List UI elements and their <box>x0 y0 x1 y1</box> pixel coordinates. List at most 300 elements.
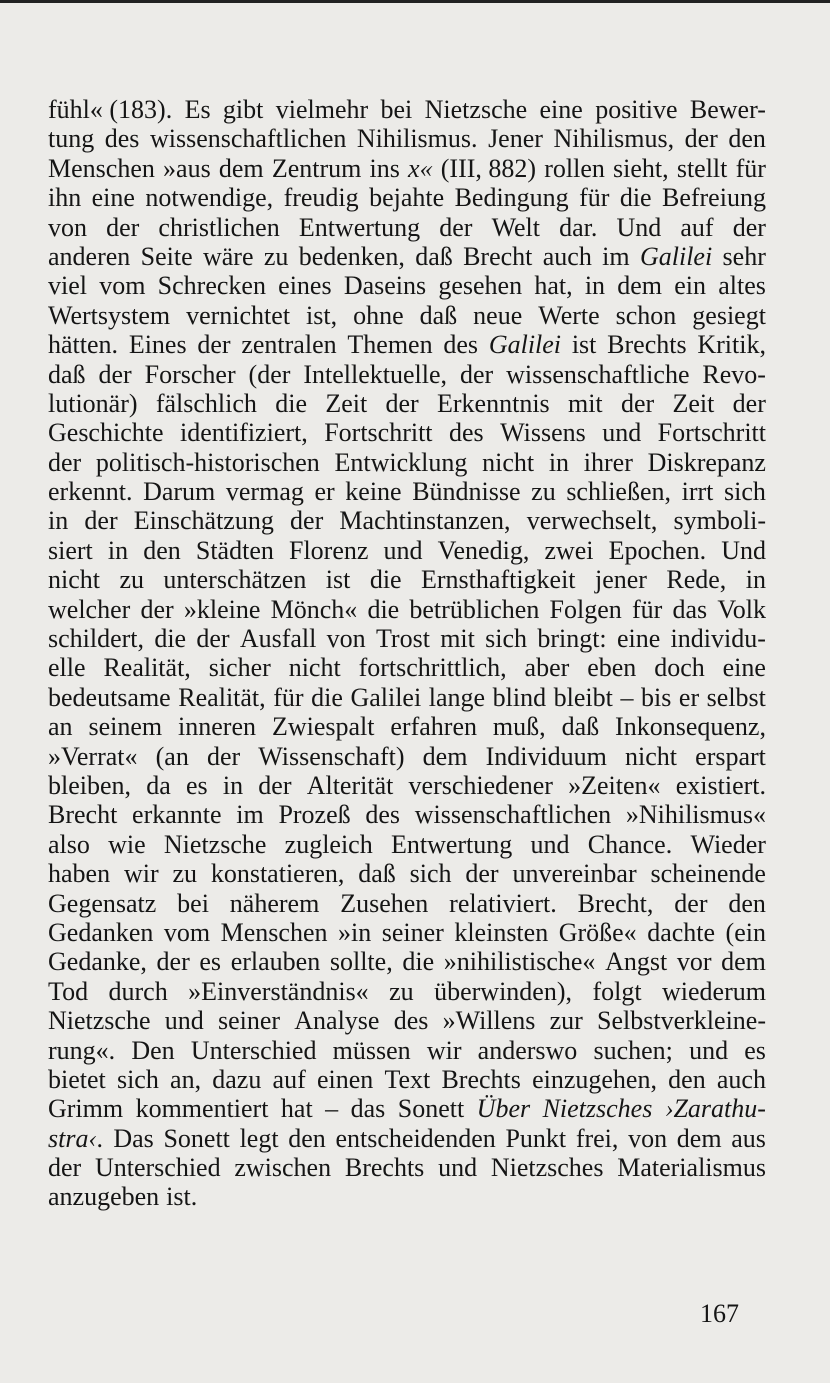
text-line <box>48 213 766 242</box>
word: altes <box>718 271 766 301</box>
word: zu <box>172 859 197 889</box>
word: die <box>402 947 435 977</box>
text-line <box>48 1036 766 1065</box>
word: Menschen <box>220 917 328 947</box>
word: Und <box>616 212 662 242</box>
word: des <box>443 330 479 360</box>
word: identifiziert, <box>179 418 308 448</box>
word: Brecht, <box>577 888 654 918</box>
word: den <box>728 124 766 154</box>
word: Schrecken <box>157 271 266 301</box>
word: vielmehr <box>275 95 369 124</box>
word: die <box>275 388 307 418</box>
word: daß <box>419 300 458 330</box>
italic-word: x« <box>408 153 433 183</box>
word: der <box>732 388 766 418</box>
word: der <box>140 594 174 624</box>
word: auf <box>680 212 714 242</box>
word: Entwertung <box>390 829 513 859</box>
word: das <box>350 1094 386 1124</box>
word: Zwiespalt <box>271 712 375 742</box>
word: (an <box>155 741 189 771</box>
word: wir <box>123 859 159 889</box>
text-line <box>48 712 766 741</box>
text-line <box>48 742 766 771</box>
word: – <box>620 682 634 712</box>
text-line <box>48 595 766 624</box>
word: der <box>84 506 118 536</box>
text-line <box>48 918 766 947</box>
text-line <box>48 800 766 829</box>
word: des <box>449 418 484 448</box>
text-line <box>48 242 766 271</box>
word: der <box>684 124 718 154</box>
word: »Einverständnis« <box>188 976 369 1006</box>
text-line <box>48 889 766 918</box>
word: zur <box>549 1006 583 1036</box>
word: Sonett <box>163 1123 230 1153</box>
word: haben <box>48 859 111 889</box>
word: ist, <box>306 300 338 330</box>
word: zu <box>119 565 144 595</box>
word: notwendige, <box>145 183 274 213</box>
word: vor <box>676 947 712 977</box>
word: eine <box>91 183 135 213</box>
word: wissenschaftlichen <box>149 124 347 154</box>
word: den <box>728 888 766 918</box>
word: Darum <box>143 477 216 507</box>
word: siert <box>48 535 93 565</box>
word: er <box>678 682 700 712</box>
word: und <box>383 535 423 565</box>
word: bietet <box>48 1064 106 1094</box>
word: von <box>326 624 366 654</box>
word: tung <box>48 124 95 154</box>
text-line <box>48 506 766 535</box>
word: in <box>48 506 69 536</box>
word: Nietzsche <box>424 95 528 124</box>
word: der <box>290 506 324 536</box>
word: der <box>206 741 241 771</box>
italic-word: Galilei <box>639 241 713 271</box>
word: gesehen <box>438 271 523 301</box>
word: Werte <box>538 300 600 330</box>
word: Wertsystem <box>48 300 171 330</box>
word: anzugeben <box>48 1182 160 1212</box>
word: der <box>674 888 708 918</box>
word: daß <box>48 359 86 389</box>
word: konstatieren, <box>210 859 345 889</box>
word: Diskrepanz <box>647 447 766 477</box>
word: Eines <box>128 330 187 360</box>
word: schließen, <box>566 477 671 507</box>
word: neue <box>473 300 523 330</box>
text-line <box>48 977 766 1006</box>
text-line <box>48 271 766 300</box>
word: die <box>311 682 343 712</box>
word: in <box>548 447 570 477</box>
word: die <box>619 183 652 213</box>
word: und <box>689 1035 729 1065</box>
word: Städten <box>195 535 274 565</box>
word: für <box>579 183 610 213</box>
word: die <box>367 594 400 624</box>
word: Wissens <box>500 418 586 448</box>
text-line <box>48 360 766 389</box>
word: folgt <box>592 976 642 1006</box>
word: keine <box>345 477 402 507</box>
word: aber <box>524 653 570 683</box>
word: bis <box>641 682 672 712</box>
word: ist <box>571 330 597 360</box>
word: ihn <box>48 183 82 213</box>
text-line <box>48 1065 766 1094</box>
word: sich <box>409 859 452 889</box>
word: der <box>196 624 230 654</box>
italic-word: Galilei <box>488 330 562 360</box>
word: selbst <box>706 682 766 712</box>
word: Bewer- <box>689 95 766 124</box>
word: – <box>325 1094 339 1124</box>
word: schildert, <box>48 624 145 654</box>
word: Kritik, <box>697 330 766 360</box>
word: »Verrat« <box>48 741 138 771</box>
word: inneren <box>178 712 257 742</box>
word: Brecht <box>463 241 533 271</box>
text-line <box>48 1006 766 1035</box>
word: fälschlich <box>155 388 257 418</box>
word: Nietzsche <box>163 829 267 859</box>
word: kleinsten <box>454 917 549 947</box>
text-line <box>48 418 766 447</box>
text-line <box>48 389 766 418</box>
word: Nihilismus, <box>553 124 675 154</box>
text-line <box>48 653 766 682</box>
word: und <box>438 1153 478 1183</box>
word: hat, <box>534 271 573 301</box>
word: stellt <box>676 153 728 183</box>
word: unvereinbar <box>512 859 637 889</box>
text-line <box>48 683 766 712</box>
word: Mönch« <box>270 594 358 624</box>
word: Und <box>721 535 766 565</box>
word: (der <box>248 359 291 389</box>
word: »in <box>338 917 372 947</box>
word: dem <box>422 741 468 771</box>
word: bedeutsame <box>48 682 171 712</box>
word: sehr <box>722 241 766 271</box>
word: Entwicklung <box>334 447 468 477</box>
word: sollte, <box>329 947 393 977</box>
word: daß <box>415 241 453 271</box>
word: der <box>156 947 190 977</box>
word: Florenz <box>288 535 369 565</box>
word: der <box>465 859 499 889</box>
word: rung«. <box>48 1035 116 1065</box>
word: Selbstverkleine- <box>597 1006 766 1036</box>
word: (III, 882) <box>440 153 537 183</box>
word: viel <box>48 271 87 301</box>
text-line <box>48 154 766 183</box>
word: seinem <box>88 712 163 742</box>
word: »kleine <box>183 594 261 624</box>
word: Nihilismus. <box>356 124 478 154</box>
word: vom <box>99 271 146 301</box>
word: »aus <box>163 153 211 183</box>
word: Brecht <box>48 800 118 830</box>
word: ein <box>674 271 707 301</box>
word: der <box>732 212 766 242</box>
word: dachte <box>647 917 716 947</box>
word: Venedig, <box>437 535 530 565</box>
word: vermag <box>225 477 304 507</box>
word: auch <box>542 241 592 271</box>
word: schon <box>615 300 677 330</box>
word: Angst <box>605 947 668 977</box>
body-text <box>48 95 766 1212</box>
word: dem <box>676 1123 722 1153</box>
word: Welt <box>491 212 541 242</box>
word: irrt <box>681 477 714 507</box>
word: muß, <box>492 712 546 742</box>
word: wir <box>426 1035 462 1065</box>
word: da <box>146 770 171 800</box>
word: zu <box>531 477 556 507</box>
text-line <box>48 448 766 477</box>
word: doch <box>654 653 705 683</box>
word: »Nihilismus« <box>625 800 766 830</box>
word: verwechselt, <box>526 506 658 536</box>
word: des <box>393 1006 429 1036</box>
text-line <box>48 124 766 153</box>
word: erkennt. <box>48 477 133 507</box>
word: zu <box>263 241 289 271</box>
word: der <box>620 388 655 418</box>
italic-word: ›Zarathu- <box>664 1094 766 1124</box>
word: der <box>48 1153 82 1183</box>
text-line <box>48 536 766 565</box>
word: nicht <box>48 565 100 595</box>
word: sich <box>485 624 528 654</box>
word: (ein <box>725 917 766 947</box>
word: für <box>273 682 304 712</box>
word: erfahren <box>390 712 477 742</box>
word: legt <box>239 1123 279 1153</box>
word: Materialismus <box>617 1153 766 1183</box>
word: Folgen <box>549 594 622 624</box>
word: Bündnisse <box>412 477 521 507</box>
word: eines <box>278 271 332 301</box>
word: sich <box>723 477 766 507</box>
word: wiederum <box>662 976 766 1006</box>
word: Das <box>113 1123 154 1153</box>
word: erspart <box>695 741 766 771</box>
word: Forscher <box>144 359 236 389</box>
word: Entwertung <box>298 212 421 242</box>
word: erkannte <box>132 800 222 830</box>
word: der <box>439 212 473 242</box>
word: betrüblichen <box>409 594 540 624</box>
word: eine <box>539 95 583 124</box>
word: und <box>164 1006 204 1036</box>
word: nicht <box>482 447 535 477</box>
word: blind <box>492 682 547 712</box>
word: an, <box>170 1064 202 1094</box>
word: wissenschaftlichen <box>414 800 612 830</box>
word: Nietzsches <box>490 1153 604 1183</box>
text-line <box>48 301 766 330</box>
word: für <box>631 594 663 624</box>
word: anderen <box>48 241 131 271</box>
word: einzugehen, <box>532 1064 657 1094</box>
text-line <box>48 95 766 124</box>
word: Erkenntnis <box>437 388 550 418</box>
text-line <box>48 859 766 888</box>
text-line <box>48 1094 766 1123</box>
word: Jener <box>488 124 543 154</box>
word: mit <box>440 624 475 654</box>
word: gesiegt <box>692 300 766 330</box>
word: welcher <box>48 594 131 624</box>
text-line <box>48 1182 766 1211</box>
word: Brechts <box>441 1064 521 1094</box>
word: Wissenschaft) <box>258 741 405 771</box>
word: Brechts <box>607 330 687 360</box>
word: es <box>744 1035 766 1065</box>
word: in <box>584 271 606 301</box>
word: in <box>745 565 766 595</box>
word: scheinende <box>650 859 766 889</box>
word: Geschichte <box>48 418 164 448</box>
word: in <box>222 770 244 800</box>
word: Befreiung <box>661 183 766 213</box>
word: Den <box>131 1035 175 1065</box>
word: »Willens <box>442 1006 536 1036</box>
word: es <box>185 770 208 800</box>
word: suchen; <box>593 1035 673 1065</box>
word: wissenschaftliche <box>506 359 690 389</box>
word: der <box>197 330 231 360</box>
word: zwei <box>544 535 594 565</box>
word: Ernsthaftigkeit <box>421 565 576 595</box>
word: Epochen. <box>608 535 707 565</box>
word: Seite <box>140 241 193 271</box>
word: freudig <box>283 183 359 213</box>
word: Gegensatz <box>48 888 157 918</box>
word: der <box>459 359 494 389</box>
word: die <box>369 565 402 595</box>
word: eine <box>616 624 661 654</box>
word: Fortschritt <box>657 418 766 448</box>
word: der <box>106 212 140 242</box>
word: Grimm <box>48 1094 124 1124</box>
word: hätten. <box>48 330 119 360</box>
word: bleiben, <box>48 770 132 800</box>
word: Analyse <box>294 1006 380 1036</box>
word: lutionär) <box>48 388 138 418</box>
word: nicht <box>288 653 341 683</box>
word: wie <box>108 829 146 859</box>
word: Bedingung <box>454 183 569 213</box>
word: zu <box>389 976 414 1006</box>
word: ist <box>325 565 351 595</box>
word: hat <box>280 1094 313 1124</box>
word: dem <box>617 271 663 301</box>
word: vom <box>163 917 211 947</box>
word: jener <box>594 565 647 595</box>
word: an <box>48 712 73 742</box>
word: dem <box>218 153 264 183</box>
word: fortschrittlich, <box>358 653 507 683</box>
word: Zusehen <box>340 888 429 918</box>
word: Trost <box>375 624 430 654</box>
word: »Zeiten« <box>568 770 661 800</box>
word: Machtinstanzen, <box>339 506 511 536</box>
word: Galilei <box>350 682 422 712</box>
word: bleibt <box>553 682 613 712</box>
word: sieht, <box>613 153 669 183</box>
word: symboli- <box>673 506 766 536</box>
word: den <box>668 1064 706 1094</box>
text-line <box>48 771 766 800</box>
word: daß <box>561 712 600 742</box>
word: elle <box>48 653 86 683</box>
word: bejahte <box>369 183 445 213</box>
word: eben <box>587 653 637 683</box>
word: bei <box>177 888 209 918</box>
word: nicht <box>625 741 678 771</box>
word: sicher <box>208 653 271 683</box>
word: der <box>98 359 132 389</box>
word: Intellektuelle, <box>303 359 448 389</box>
word: für <box>735 153 766 183</box>
word: bedenken, <box>298 241 405 271</box>
word: seiner <box>381 917 444 947</box>
word: Realität, <box>103 653 191 683</box>
word: Alterität <box>306 770 394 800</box>
word: Zeit <box>325 388 368 418</box>
italic-word: stra‹. <box>48 1123 104 1153</box>
text-line <box>48 565 766 594</box>
word: Nietzsche <box>48 1006 151 1036</box>
word: Tod <box>48 976 89 1006</box>
word: den <box>143 535 181 565</box>
word: bringt: <box>537 624 607 654</box>
word: verschiedener <box>408 770 553 800</box>
word: auf <box>272 1064 306 1094</box>
word: dazu <box>212 1064 262 1094</box>
word: gibt <box>222 95 264 124</box>
word: daß <box>358 859 396 889</box>
word: Revo- <box>702 359 766 389</box>
word: also <box>48 829 90 859</box>
word: den <box>288 1123 326 1153</box>
word: aus <box>731 1123 766 1153</box>
word: Größe« <box>558 917 637 947</box>
word: sich <box>116 1064 159 1094</box>
word: zwischen <box>234 1153 332 1183</box>
italic-word: Nietzsches <box>542 1094 653 1124</box>
word: Menschen <box>48 153 155 183</box>
word: Zeit <box>672 388 715 418</box>
word: vernichtet <box>186 300 291 330</box>
word: wäre <box>202 241 254 271</box>
word: Themen <box>347 330 433 360</box>
word: ins <box>369 153 400 183</box>
word: Unterschied <box>190 1035 317 1065</box>
word: zugleich <box>284 829 373 859</box>
word: von <box>48 212 87 242</box>
